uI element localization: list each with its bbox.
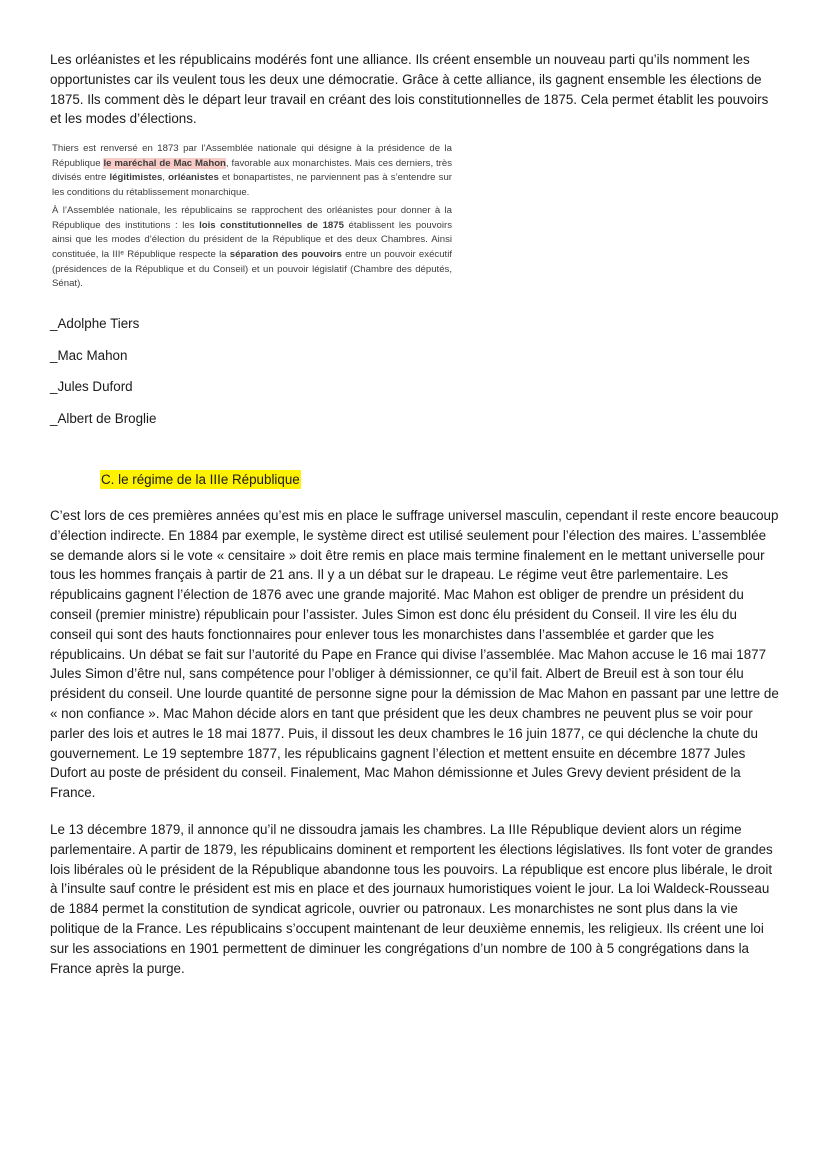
excerpt-text: Thiers est renversé en 1873 par l’Assemblée nationale qui désigne à la présidence de la République bbox=[52, 143, 452, 169]
excerpt-paragraph-2 bbox=[52, 204, 452, 292]
excerpt-bold-legitimistes: légitimistes bbox=[109, 172, 163, 184]
body-paragraph-2: C’est lors de ces premières années qu’est mis en place le suffrage universel masculin, cependant il reste encore beaucoup d’élection indirecte. En 1884 par exemple, le système direct est utilisé seulement pour l’élection des maires. L’assemblée se demande alors si le vote « censitaire » doit être remis en place mais termine finalement en le mettant universelle pour tous les hommes français à partir de 21 ans. Il y a un débat sur le drapeau. Le régime veut être parlementaire. Les républicains gagnent l’élection de 1876 avec une grande majorité. Mac Mahon est obliger de prendre un président du conseil (premier ministre) républicain pour l’assister. Jules Simon est donc élu président du Conseil. Il vire les élu du conseil qui sont des hauts fonctionnaires pour enlever tous les monarchistes dans l’assemblée et garder que les républicains. Un débat se fait sur l’autorité du Pape en France qui divise l’assemblée. Mac Mahon accuse le 16 mai 1877 Jules Simon d’être nul, sans compétence pour l’obliger à démissionner, ce qu’il fait. Albert de Breuil est à son tour élu président du conseil. Une lourde quantité de personne signe pour la démission de Mac Mahon en passant par une lettre de « non confiance ». Mac Mahon décide alors en tant que président que les deux chambres ne peuvent plus se voir pour parler des lois et autres le 18 mai 1877. Puis, il dissout les deux chambres le 16 juin 1877, ce qui déclenche la chute du gouvernement. Le 19 septembre 1877, les républicains gagnent l’élection et mettent ensuite en décembre 1877 Jules Dufort au poste de président du conseil. Finalement, Mac Mahon démissionne et Jules Grevy devient président de la France. bbox=[50, 508, 779, 801]
excerpt-text: établissent les pouvoirs ainsi que les modes d’élection du président de la République et des deux Chambres. Ainsi constituée, la IIIᵉ République respecte la bbox=[52, 219, 452, 260]
excerpt-bold-lois: lois constitutionnelles de 1875 bbox=[199, 219, 344, 231]
excerpt-text: entre un pouvoir exécutif (présidences de la République et du Conseil) et un pouvoir législatif (Chambre des députés, Sénat). bbox=[52, 248, 452, 290]
excerpt-bold-mac-mahon: le maréchal de Mac Mahon bbox=[103, 157, 226, 169]
excerpt-text: , favorable aux monarchistes. Mais ces derniers, très divisés entre bbox=[52, 157, 452, 184]
section-heading: C. le régime de la IIIe République bbox=[101, 472, 300, 487]
excerpt-text: , bbox=[162, 172, 169, 184]
excerpt-bold-separation: séparation des pouvoirs bbox=[229, 248, 342, 260]
body-paragraph-3: Le 13 décembre 1879, il annonce qu’il ne dissoudra jamais les chambres. La IIIe République devient alors un régime parlementaire. A partir de 1879, les républicains dominent et remportent les élections législatives. Ils font voter de grandes lois libérales où le président de la République abandonne tous les pouvoirs. La république est encore plus libérale, le droit à l’insulte sauf contre le président est mis en place et des journaux humoristiques voient le jour. La loi Waldeck-Rousseau de 1884 permet la constitution de syndicat agricole, ouvrier ou patronaux. Les monarchistes ne sont plus dans la vie politique de la France. Les républicains s’occupent maintenant de leur deuxième ennemis, les religieux. Ils créent une loi sur les associations en 1901 permettent de diminuer les congrégations d’un nombre de 100 à 5 congrégations dans la France après la purge. bbox=[50, 822, 773, 976]
textbook-excerpt bbox=[52, 142, 452, 295]
excerpt-text: et bonapartistes, ne parviennent pas à s’entendre sur les conditions du rétablissement monarchique. bbox=[52, 172, 452, 199]
list-item: _Jules Duford bbox=[50, 379, 133, 394]
intro-paragraph: Les orléanistes et les républicains modérés font une alliance. Ils créent ensemble un nouveau parti qu’ils nomment les opportunistes car ils veulent tous les deux une démocratie. Grâce à cette alliance, ils gagnent ensemble les élections de 1875. Ils comment dès le départ leur travail en créant des lois constitutionnelles de 1875. Cela permet établit les pouvoirs et les modes d’élections. bbox=[50, 52, 769, 127]
list-item: _Albert de Broglie bbox=[50, 410, 157, 426]
names-list bbox=[50, 314, 156, 440]
excerpt-bold-orleanistes: orléanistes bbox=[168, 172, 219, 184]
list-item: _Mac Mahon bbox=[50, 347, 128, 363]
list-item: _Adolphe Tiers bbox=[50, 316, 140, 331]
excerpt-paragraph-1 bbox=[52, 142, 452, 201]
excerpt-text: À l’Assemblée nationale, les républicains se rapprochent des orléanistes pour donner à la République des institutions : les bbox=[52, 204, 452, 231]
